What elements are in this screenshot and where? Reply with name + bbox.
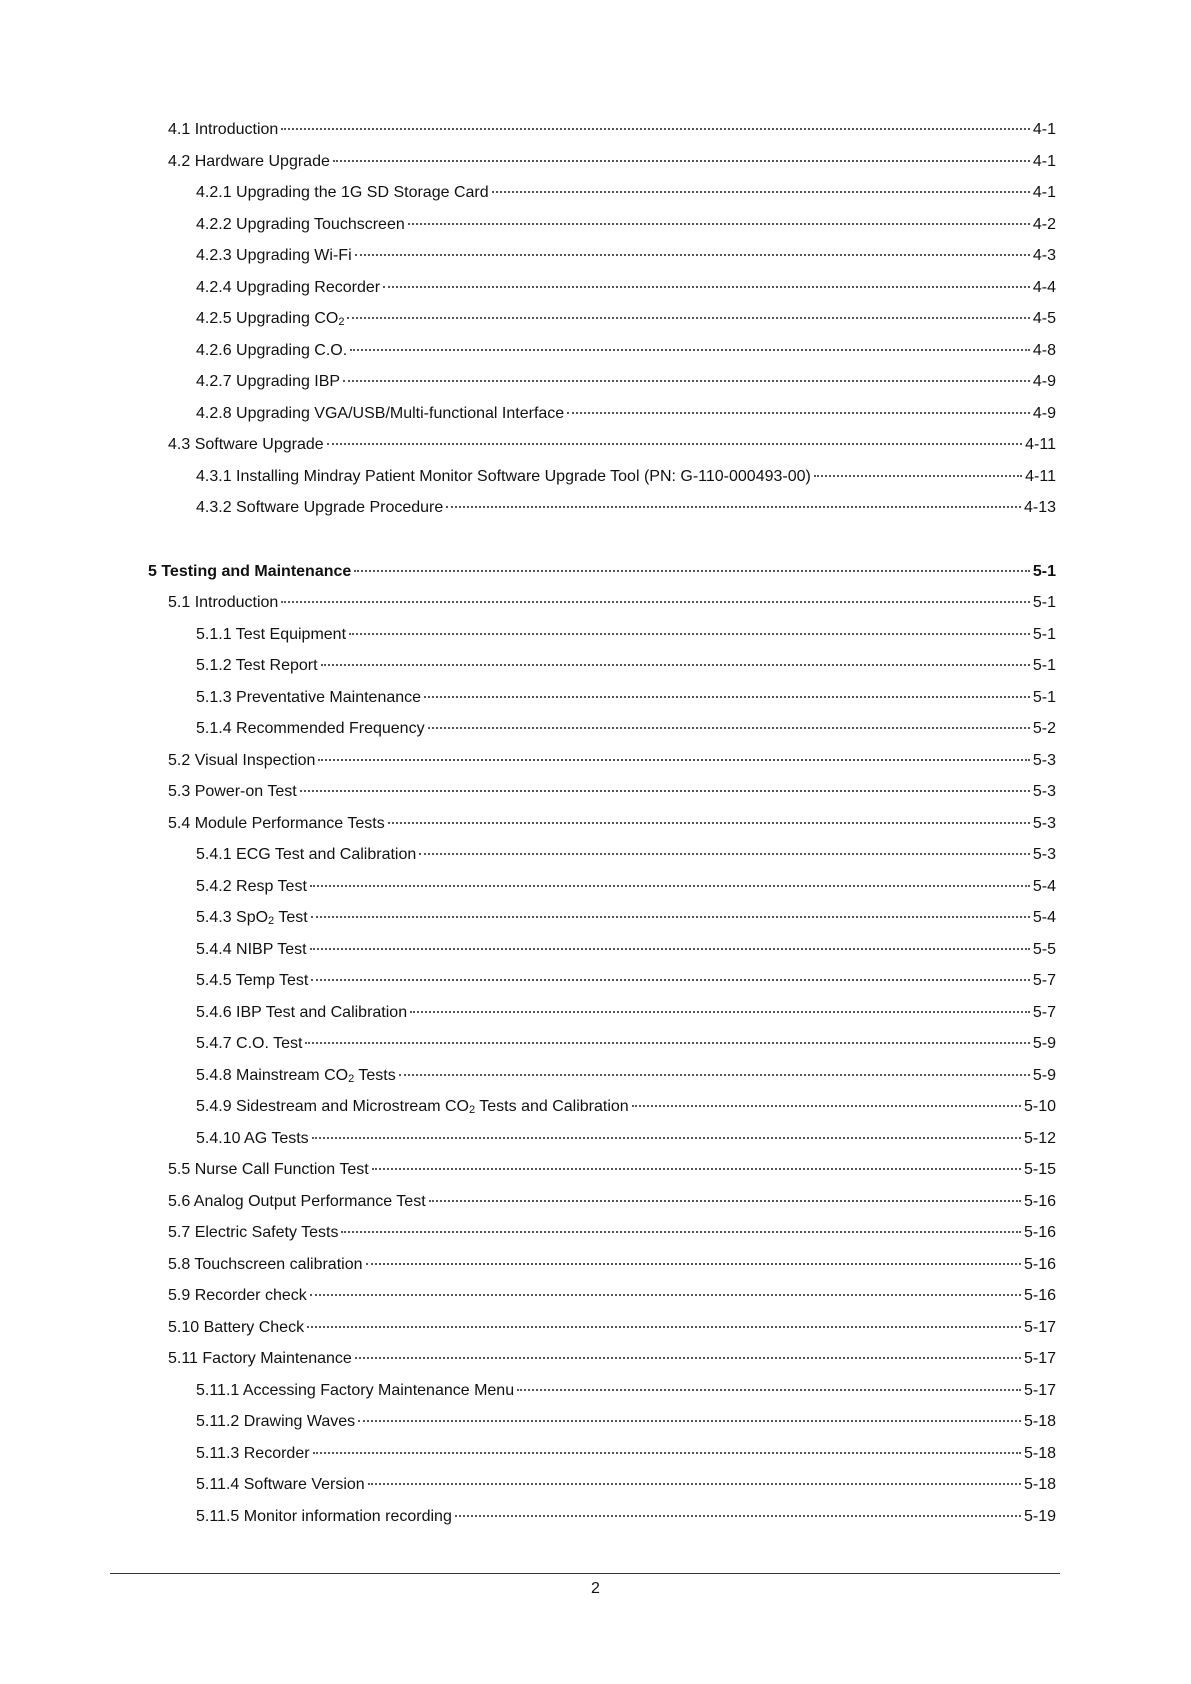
dot-leader	[333, 160, 1030, 162]
dot-leader	[517, 1389, 1021, 1391]
toc-entry[interactable]	[148, 1280, 1056, 1312]
toc-entry-title: 5.1.2 Test Report	[196, 657, 318, 674]
toc-entry-title: 5.4.3 SpO$_2$ Test	[196, 909, 308, 927]
dot-leader	[305, 1042, 1029, 1044]
toc-entry[interactable]	[148, 871, 1056, 903]
toc-entry[interactable]	[148, 587, 1056, 619]
dot-leader	[419, 853, 1030, 855]
dot-leader	[632, 1105, 1021, 1107]
dot-leader	[424, 696, 1030, 698]
toc-entry-page: 5-3	[1032, 783, 1056, 800]
toc-entry-title: 4.2.3 Upgrading Wi-Fi	[196, 247, 352, 264]
dot-leader	[310, 1294, 1021, 1296]
toc-entry-title: 5.11.3 Recorder	[196, 1444, 310, 1462]
toc-entry-page: 5-17	[1023, 1381, 1056, 1399]
toc-entry[interactable]	[148, 839, 1056, 871]
toc-entry[interactable]	[148, 114, 1056, 146]
toc-entry[interactable]	[148, 1406, 1056, 1438]
dot-leader	[372, 1168, 1021, 1170]
toc-entry[interactable]	[148, 429, 1056, 461]
toc-entry-title: 4.2.2 Upgrading Touchscreen	[196, 215, 405, 233]
dot-leader	[343, 380, 1030, 382]
toc-entry-title: 4.2.7 Upgrading IBP	[196, 373, 341, 390]
toc-entry-page: 5-18	[1023, 1413, 1056, 1430]
toc-entry-page: 5-1	[1032, 562, 1056, 580]
toc-entry[interactable]	[148, 1186, 1056, 1218]
dot-leader	[410, 1011, 1030, 1013]
toc-entry-page: 5-3	[1032, 814, 1056, 832]
toc-entry-page: 5-12	[1023, 1129, 1056, 1147]
dot-leader	[388, 822, 1030, 824]
toc-entry-page: 4-5	[1032, 310, 1056, 327]
toc-entry-page: 4-11	[1025, 436, 1056, 453]
toc-entry-title: 5.4.10 AG Tests	[196, 1129, 309, 1147]
dot-leader	[321, 664, 1030, 666]
toc-entry[interactable]	[148, 745, 1056, 777]
dot-leader	[311, 979, 1030, 981]
toc-entry-title: 4.2.6 Upgrading C.O.	[196, 341, 348, 359]
toc-entry-title: 5.4.2 Resp Test	[196, 877, 307, 895]
toc-entry-page: 5-4	[1032, 909, 1056, 926]
toc-entry-title: 5.1.1 Test Equipment	[196, 625, 347, 643]
toc-entry-title: 5.4.5 Temp Test	[196, 972, 309, 989]
toc-entry-page: 5-16	[1023, 1192, 1056, 1210]
dot-leader	[355, 1357, 1021, 1359]
dot-leader	[312, 1137, 1021, 1139]
toc-entry-page: 5-16	[1023, 1255, 1056, 1273]
toc-entry[interactable]	[148, 965, 1056, 997]
toc-entry-page: 5-19	[1023, 1507, 1056, 1525]
dot-leader	[366, 1263, 1021, 1265]
toc-entry-title: 5.11.4 Software Version	[196, 1476, 365, 1493]
toc-entry[interactable]	[148, 1438, 1056, 1470]
toc-entry[interactable]	[148, 146, 1056, 178]
toc-entry-page: 4-1	[1032, 152, 1056, 170]
toc-entry[interactable]	[148, 1217, 1056, 1249]
toc-entry[interactable]	[148, 398, 1056, 430]
toc-entry-page: 5-3	[1032, 846, 1056, 863]
toc-entry-page: 5-16	[1023, 1287, 1056, 1304]
toc-entry-title: 4.3.2 Software Upgrade Procedure	[196, 499, 444, 516]
toc-entry-title: 4.2.5 Upgrading $CO_2$	[196, 310, 345, 328]
toc-entry-page: 5-5	[1032, 940, 1056, 958]
dot-leader	[300, 790, 1030, 792]
toc-entry-page: 5-7	[1032, 972, 1056, 989]
toc-entry-title: 5.4.4 NIBP Test	[196, 940, 307, 958]
dot-leader	[310, 948, 1030, 950]
toc-entry[interactable]	[148, 1123, 1056, 1155]
toc-entry-page: 5-16	[1023, 1224, 1056, 1241]
dot-leader	[368, 1483, 1021, 1485]
dot-leader	[350, 349, 1030, 351]
dot-leader	[354, 570, 1030, 572]
dot-leader	[399, 1074, 1030, 1076]
toc-entry[interactable]	[148, 808, 1056, 840]
dot-leader	[307, 1326, 1021, 1328]
dot-leader	[327, 443, 1023, 445]
dot-leader	[429, 1200, 1021, 1202]
section-gap	[148, 524, 1056, 556]
toc-entry-title: 5.4.8 Mainstream $CO_2$ Tests	[196, 1066, 396, 1085]
dot-leader	[349, 633, 1030, 635]
toc-entry[interactable]	[148, 461, 1056, 493]
dot-leader	[318, 759, 1030, 761]
toc-entry-page: 5-3	[1032, 751, 1056, 769]
toc-entry-title: 5.3 Power-on Test	[168, 783, 297, 800]
toc-entry[interactable]	[148, 682, 1056, 714]
toc-entry-page: 5-9	[1032, 1035, 1056, 1052]
toc-entry-page: 5-10	[1023, 1098, 1056, 1115]
toc-entry-title: 5.1.4 Recommended Frequency	[196, 720, 425, 737]
dot-leader	[341, 1231, 1021, 1233]
dot-leader	[313, 1452, 1021, 1454]
toc-entry-title: 5.11.5 Monitor information recording	[196, 1507, 452, 1525]
toc-entry-title: 5.11.2 Drawing Waves	[196, 1413, 356, 1430]
toc-entry[interactable]	[148, 934, 1056, 966]
toc-entry-page: 5-7	[1032, 1003, 1056, 1021]
toc-entry-title: 5.7 Electric Safety Tests	[168, 1224, 339, 1241]
page-number: 2	[591, 1580, 600, 1597]
toc-entry-page: 4-1	[1032, 121, 1056, 138]
toc-entry-title: 4.2 Hardware Upgrade	[168, 152, 330, 170]
toc-entry[interactable]	[148, 1312, 1056, 1344]
toc-entry[interactable]	[148, 1091, 1056, 1123]
toc-entry[interactable]	[148, 1375, 1056, 1407]
toc-entry[interactable]	[148, 240, 1056, 272]
dot-leader	[355, 254, 1030, 256]
dot-leader	[428, 727, 1030, 729]
toc-entry-title: 5.2 Visual Inspection	[168, 751, 316, 769]
toc-entry-title: 5.11 Factory Maintenance	[168, 1350, 352, 1367]
toc-entry-page: 5-17	[1023, 1350, 1056, 1367]
dot-leader	[311, 916, 1030, 918]
toc-entry-title: 5.1 Introduction	[168, 594, 279, 611]
toc-entry[interactable]	[148, 1154, 1056, 1186]
toc-entry-page: 4-11	[1025, 467, 1056, 485]
dot-leader	[567, 412, 1030, 414]
toc-entry-title: 5.4.6 IBP Test and Calibration	[196, 1003, 408, 1021]
toc-entry-page: 5-15	[1023, 1161, 1056, 1178]
toc-entry-title: 5.1.3 Preventative Maintenance	[196, 688, 422, 706]
dot-leader	[310, 885, 1030, 887]
toc-entry-page: 4-9	[1032, 373, 1056, 390]
dot-leader	[347, 317, 1029, 319]
toc-entry-page: 5-1	[1032, 594, 1056, 611]
toc-entry-page: 5-18	[1023, 1476, 1056, 1493]
toc-entry-title: 5.9 Recorder check	[168, 1287, 307, 1304]
toc-entry[interactable]	[148, 335, 1056, 367]
toc-entry[interactable]	[148, 1501, 1056, 1533]
toc-entry[interactable]	[148, 177, 1056, 209]
toc-entry-title: 5.5 Nurse Call Function Test	[168, 1161, 369, 1178]
toc-entry-page: 4-8	[1032, 341, 1056, 359]
toc-entry[interactable]	[148, 619, 1056, 651]
toc-entry-title: 4.2.1 Upgrading the 1G SD Storage Card	[196, 184, 489, 201]
toc-entry[interactable]	[148, 272, 1056, 304]
dot-leader	[281, 601, 1030, 603]
toc-entry-page: 5-9	[1032, 1066, 1056, 1084]
dot-leader	[455, 1515, 1021, 1517]
toc-entry[interactable]	[148, 1249, 1056, 1281]
toc-entry-title: 4.3 Software Upgrade	[168, 436, 324, 453]
toc-entry[interactable]	[148, 776, 1056, 808]
toc-entry-page: 5-17	[1023, 1318, 1056, 1336]
dot-leader	[446, 506, 1021, 508]
toc-entry[interactable]	[148, 997, 1056, 1029]
toc-entry-title: 5.4.1 ECG Test and Calibration	[196, 846, 417, 863]
toc-entry-page: 5-4	[1032, 877, 1056, 895]
toc-entry-page: 4-3	[1032, 247, 1056, 264]
toc-entry-page: 4-9	[1032, 404, 1056, 422]
dot-leader	[383, 286, 1030, 288]
toc-entry-title: 4.2.8 Upgrading VGA/USB/Multi-functional Interface	[196, 404, 565, 422]
toc-chapter-entry[interactable]	[148, 556, 1056, 588]
toc-entry-title: 5.4 Module Performance Tests	[168, 814, 385, 832]
toc-entry[interactable]	[148, 902, 1056, 934]
dot-leader	[358, 1420, 1021, 1422]
toc-entry[interactable]	[148, 650, 1056, 682]
toc-entry-page: 4-13	[1023, 499, 1056, 516]
toc-entry-page: 5-1	[1032, 688, 1056, 706]
toc-entry[interactable]	[148, 713, 1056, 745]
toc-entry-page: 5-1	[1032, 625, 1056, 643]
toc-entry-title: 4.3.1 Installing Mindray Patient Monitor Software Upgrade Tool (PN: G-110-000493-00)	[196, 467, 811, 485]
toc-entry-page: 5-2	[1032, 720, 1056, 737]
toc-entry-title: 5.11.1 Accessing Factory Maintenance Menu	[196, 1381, 515, 1399]
toc-entry[interactable]	[148, 492, 1056, 524]
dot-leader	[408, 223, 1030, 225]
toc-entry-page: 4-2	[1032, 215, 1056, 233]
dot-leader	[492, 191, 1030, 193]
toc-entry[interactable]	[148, 366, 1056, 398]
toc-entry-title: 5.8 Touchscreen calibration	[168, 1255, 363, 1273]
footer-rule	[110, 1573, 1060, 1574]
toc-entry-title: 4.1 Introduction	[168, 121, 279, 138]
toc-entry[interactable]	[148, 1343, 1056, 1375]
toc-entry-title: 4.2.4 Upgrading Recorder	[196, 278, 381, 296]
toc-entry-title: 5.4.7 C.O. Test	[196, 1035, 303, 1052]
toc-entry[interactable]	[148, 1028, 1056, 1060]
toc-entry-page: 4-1	[1032, 184, 1056, 201]
toc-entry-page: 5-18	[1023, 1444, 1056, 1462]
dot-leader	[814, 475, 1022, 477]
toc-entry-title: 5.10 Battery Check	[168, 1318, 305, 1336]
toc-entry-title: 5.6 Analog Output Performance Test	[168, 1192, 426, 1210]
toc-entry[interactable]	[148, 303, 1056, 335]
dot-leader	[281, 128, 1030, 130]
toc-entry-title: 5 Testing and Maintenance	[148, 562, 352, 580]
toc-entry[interactable]	[148, 209, 1056, 241]
toc-entry[interactable]	[148, 1060, 1056, 1092]
toc-entry[interactable]	[148, 1469, 1056, 1501]
toc-entry-title: 5.4.9 Sidestream and Microstream $CO_2$ Tests and Calibration	[196, 1098, 629, 1116]
table-of-contents	[148, 114, 1056, 1532]
toc-entry-page: 5-1	[1032, 657, 1056, 674]
toc-entry-page: 4-4	[1032, 278, 1056, 296]
